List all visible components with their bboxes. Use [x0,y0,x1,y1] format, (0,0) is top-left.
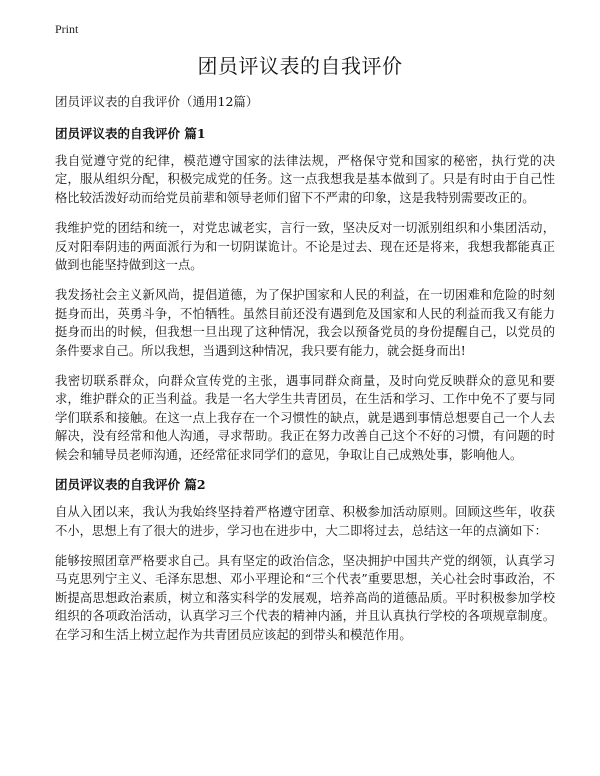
section-1 [55,125,555,464]
paragraph: 我密切联系群众，向群众宣传党的主张，遇事同群众商量，及时向党反映群众的意见和要求，维护群众的正当利益。我是一名大学生共青团员，在生活和学习、工作中免不了要与同学们联系和接触。在这一点上我存在一个习惯性的缺点，就是遇到事情总想要自己一个人去解决，没有经常和他人沟通，寻求帮助。我正在努力改善自己这个不好的习惯，有问题的时候会和辅导员老师沟通，还经常征求同学们的意见，争取让自己成熟处事，影响他人。 [55,374,555,462]
paragraph: 我自觉遵守党的纪律，模范遵守国家的法律法规，严格保守党和国家的秘密，执行党的决定，服从组织分配，积极完成党的任务。这一点我想我是基本做到了。只是有时由于自己性格比较活泼好动而给党员前辈和领导老师们留下不严肃的印象，这是我特别需要改正的。 [55,154,555,205]
section-2 [55,476,555,644]
section-heading: 团员评议表的自我评价 篇2 [55,477,206,493]
page-title: 团员评议表的自我评价 [197,54,403,78]
section-heading: 团员评议表的自我评价 篇1 [55,126,206,141]
document-subtitle: 团员评议表的自我评价（通用12篇） [55,94,259,109]
document-body [55,93,555,656]
paragraph: 能够按照团章严格要求自己。具有坚定的政治信念，坚决拥护中国共产党的纲领，认真学习马克思列宁主义、毛泽东思想、邓小平理论和“三个代表”重要思想，关心社会时事政治，不断提高思想政治素质，树立和落实科学的发展观，培养高尚的道德品质。平时积极参加学校组织的各项政治活动，认真学习三个代表的精神内涵，并且认真执行学校的各项规章制度。在学习和生活上树立起作为共青团员应该起的到带头和模范作用。 [55,553,555,642]
paragraph: 自从入团以来，我认为我始终坚持着严格遵守团章、积极参加活动原则。回顾这些年，收获不小，思想上有了很大的进步，学习也在进步中，大二即将过去，总结这一年的点滴如下： [55,505,555,538]
print-link[interactable]: Print [55,22,79,36]
paragraph: 我维护党的团结和统一，对党忠诚老实，言行一致，坚决反对一切派别组织和小集团活动，反对阳奉阴违的两面派行为和一切阴谋诡计。不论是过去、现在还是将来，我想我都能真正做到也能坚持做到这一点。 [55,221,555,273]
paragraph: 我发扬社会主义新风尚，提倡道德，为了保护国家和人民的利益，在一切困难和危险的时刻挺身而出，英勇斗争，不怕牺牲。虽然目前还没有遇到危及国家和人民的利益而我又有能力挺身而出的时候，但我想一旦出现了这种情况，我会以预备党员的身份提醒自己，以党员的条件要求自己。所以我想，当遇到这种情况，我只要有能力，就会挺身而出! [55,288,555,358]
